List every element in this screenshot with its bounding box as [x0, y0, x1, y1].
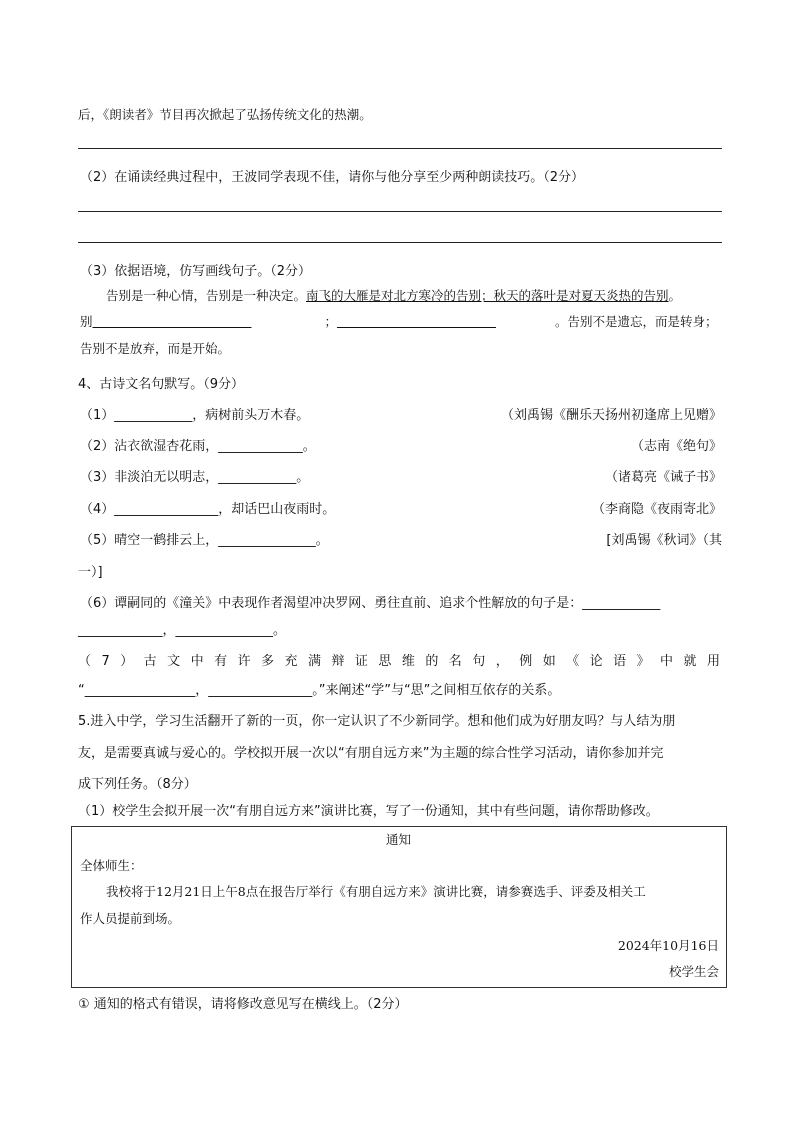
answer-line: [78, 211, 722, 212]
notice-body-line-1: 我校将于12月21日上午8点在报告厅举行《有朋自远方来》演讲比赛，请参赛选手、评委及相关工: [106, 884, 646, 899]
imitation-paragraph: [106, 286, 681, 304]
underlined-sentence: 南飞的大雁是对北方寒冷的告别；秋天的落叶是对夏天炎热的告别: [306, 288, 669, 303]
imitation-blank-2[interactable]: [337, 314, 555, 329]
line2-end: 。告别不是遗忘，而是转身；: [555, 314, 718, 329]
poem-source-3: （诸葛亮《诫子书》: [604, 470, 722, 485]
notice-date: 2024年10月16日: [617, 938, 719, 953]
poem-item-2: （2）沾衣欲湿杏花雨，_____________。: [80, 439, 316, 454]
line2-start: 别: [80, 314, 93, 329]
question-5-line-3: 成下列任务。（8分）: [78, 777, 197, 792]
question-3-3-title: （3）依据语境，仿写画线句子。（2分）: [80, 264, 312, 279]
notice-body-line-2: 作人员提前到场。: [80, 911, 181, 926]
poem-item-7-line-2: “_________________，________________。”来阐述“学”与“思”之间相互依存的关系。: [78, 683, 561, 698]
question-4-title: 4、古诗文名句默写。（9分）: [78, 377, 245, 392]
poem-item-6-line-1: （6）谭嗣同的《潼关》中表现作者渴望冲决罗网、勇往直前、追求个性解放的句子是：____________: [80, 596, 661, 611]
notice-signer: 校学生会: [668, 964, 719, 979]
question-5-sub-1: （1）校学生会拟开展一次“有朋自远方来”演讲比赛，写了一份通知，其中有些问题，请你帮助修改。: [78, 804, 659, 819]
question-3-2: （2）在诵读经典过程中，王波同学表现不佳，请你与他分享至少两种朗读技巧。（2分）: [80, 170, 585, 185]
poem-item-1: （1）____________，病树前头万木春。: [80, 408, 310, 423]
poem-item-4: （4）________________，却话巴山夜雨时。: [80, 502, 336, 517]
answer-line: [78, 148, 722, 149]
poem-source-5: [刘禹锡《秋词》（其: [606, 533, 722, 548]
paragraph-start: 告别是一种心情，告别是一种决定。: [106, 288, 307, 303]
poem-item-5: （5）晴空一鹤排云上，_______________。: [80, 533, 329, 548]
poem-item-3: （3）非淡泊无以明志，____________。: [80, 470, 310, 485]
poem-source-4: （李商隐《夜雨寄北》: [591, 502, 722, 517]
top-text: 后，《朗读者》节目再次掀起了弘扬传统文化的热潮。: [78, 107, 372, 122]
poem-item-7-line-1: （7）古文中有许多充满辩证思维的名句，例如《论语》中就用: [78, 654, 722, 669]
imitation-line-3: 告别不是放弃，而是开始。: [80, 341, 231, 356]
notice-title: 通知: [386, 832, 412, 847]
separator: ；: [324, 314, 338, 329]
paragraph-period: 。: [668, 288, 682, 303]
poem-source-1: （刘禹锡《酬乐天扬州初逢席上见赠》: [500, 408, 722, 423]
imitation-blank-1[interactable]: [93, 314, 325, 329]
imitation-line-2: [80, 312, 718, 330]
question-5-line-1: 5.进入中学，学习生活翻开了新的一页，你一定认识了不少新同学。想和他们成为好朋友吗？与人结为朋: [78, 714, 676, 729]
notice-box: [71, 826, 727, 988]
question-5-line-2: 友，是需要真诚与爱心的。学校拟开展一次以“有朋自远方来”为主题的综合性学习活动，请你参加并完: [78, 746, 664, 761]
answer-line: [78, 242, 722, 243]
poem-source-5-cont: 一）]: [78, 565, 103, 580]
poem-source-2: （志南《绝句》: [630, 439, 722, 454]
poem-item-6-line-2: _____________，_______________。: [78, 623, 287, 638]
question-5-item-1: ① 通知的格式有错误，请将修改意见写在横线上。（2分）: [78, 997, 408, 1012]
notice-salutation: 全体师生：: [80, 858, 143, 873]
